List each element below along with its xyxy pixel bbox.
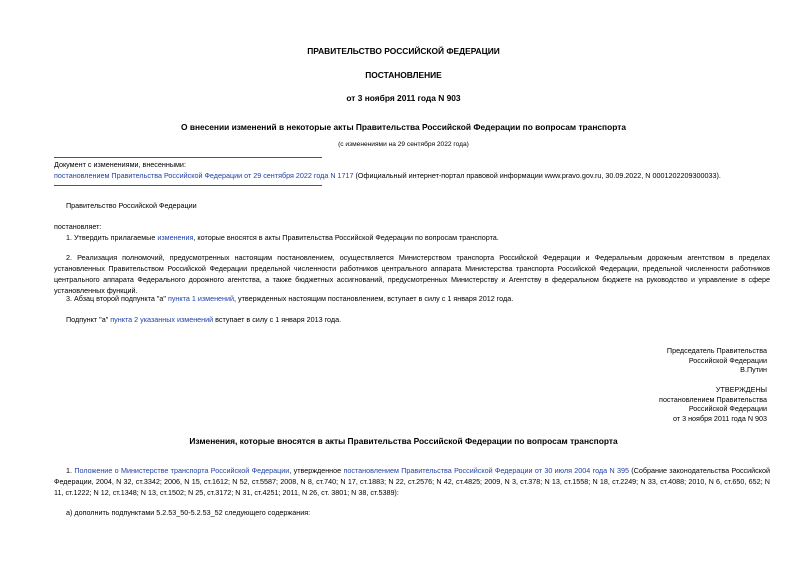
- changes-box-top-rule: [54, 157, 322, 158]
- paragraph-3: 3. Абзац второй подпункта "а" пункта 1 изменений, утвержденных настоящим постановлением, вступает в силу с 1 января 2012 года.: [66, 294, 514, 303]
- document-title: О внесении изменений в некоторые акты Правительства Российской Федерации по вопросам транспорта: [181, 122, 626, 132]
- approval-label: УТВЕРЖДЕНЫ: [715, 385, 767, 394]
- date-number-heading: от 3 ноября 2011 года N 903: [346, 93, 461, 103]
- decree-word: постановляет:: [54, 222, 102, 231]
- document-type-heading: ПОСТАНОВЛЕНИЕ: [365, 70, 442, 80]
- changes-box-entry: [54, 171, 721, 180]
- changes-box-bottom-rule: [54, 185, 322, 186]
- changes-box-intro: Документ с изменениями, внесенными:: [54, 160, 186, 169]
- paragraph-2: 2. Реализация полномочий, предусмотренных настоящим постановлением, осуществляется Министерством транспорта Российской Федерации и Федеральным дорожным агентством в пределах установленных Правительством Российской Федерации предельной численности работников центрального аппарата Министерства транспорта Российской Федерации, предельной численности работников центрального аппарата Федерального дорожного агентства, а также бюджетных ассигнований, предусмотренных Министерству и Агентству в федеральном бюджете на руководство и управление в сфере установленных функций.: [54, 253, 770, 295]
- amending-decree-source: (Официальный интернет-портал правовой информации www.pravo.gov.ru, 30.09.2022, N 0001202209300033).: [353, 171, 721, 180]
- amending-decree-link[interactable]: постановлением Правительства Российской Федерации от 29 сентября 2022 года N 1717: [54, 171, 354, 180]
- government-heading: ПРАВИТЕЛЬСТВО РОССИЙСКОЙ ФЕДЕРАЦИИ: [307, 46, 500, 56]
- signature-position: Председатель Правительства: [666, 346, 767, 355]
- revision-note: (с изменениями на 29 сентября 2022 года): [338, 141, 469, 148]
- appendix-subitem-a: а) дополнить подпунктами 5.2.53_50-5.2.53_52 следующего содержания:: [66, 508, 311, 517]
- approval-date: от 3 ноября 2011 года N 903: [672, 413, 767, 423]
- approval-by: постановлением Правительства: [659, 394, 767, 404]
- decree-395-link[interactable]: постановлением Правительства Российской Федерации от 30 июля 2004 года N 395: [343, 466, 629, 475]
- preamble-text: Правительство Российской Федерации: [66, 201, 197, 210]
- signature-organization: Российской Федерации: [688, 355, 767, 365]
- approval-organization: Российской Федерации: [688, 404, 767, 413]
- ministry-regulation-link[interactable]: Положение о Министерстве транспорта Российской Федерации: [74, 466, 290, 475]
- appendix-title: Изменения, которые вносятся в акты Правительства Российской Федерации по вопросам транспорта: [189, 436, 618, 446]
- approval-block: [659, 385, 767, 423]
- signature-name: В.Путин: [740, 365, 767, 374]
- item-1-changes-link[interactable]: пункта 1 изменений: [167, 294, 235, 303]
- signature-block: [667, 346, 767, 375]
- item-2-changes-link[interactable]: пункта 2 указанных изменений: [110, 315, 214, 324]
- paragraph-4: Подпункт "а" пункта 2 указанных изменений вступает в силу с 1 января 2013 года.: [66, 315, 342, 324]
- paragraph-1: 1. Утвердить прилагаемые изменения, которые вносятся в акты Правительства Российской Федерации по вопросам транспорта.: [66, 233, 499, 242]
- appendix-paragraph-1: 1. Положение о Министерстве транспорта Российской Федерации, утвержденное постановлением Правительства Российской Федерации от 30 июля 2004 года N 395 (Собрание законодательства Российской Федерации, 2004, N 32, ст.3342; 2006, N 15, ст.1612; N 52, ст.5587; 2008, N 8, ст.740; N 17, ст.1883; N 22, ст.2576; N 42, ст.4825; 2009, N 3, ст.378; N 13, ст.1558; N 18, ст.2249; N 33, ст.4088; 2010, N 6, ст.650, 652; N 11, ст.1222; N 12, ст.1348; N 13, ст.1502; N 25, ст.3172; N 31, ст.4251; 2011, N 26, ст. 3801; N 38, ст.5389):: [54, 466, 771, 497]
- changes-link[interactable]: изменения: [157, 233, 194, 242]
